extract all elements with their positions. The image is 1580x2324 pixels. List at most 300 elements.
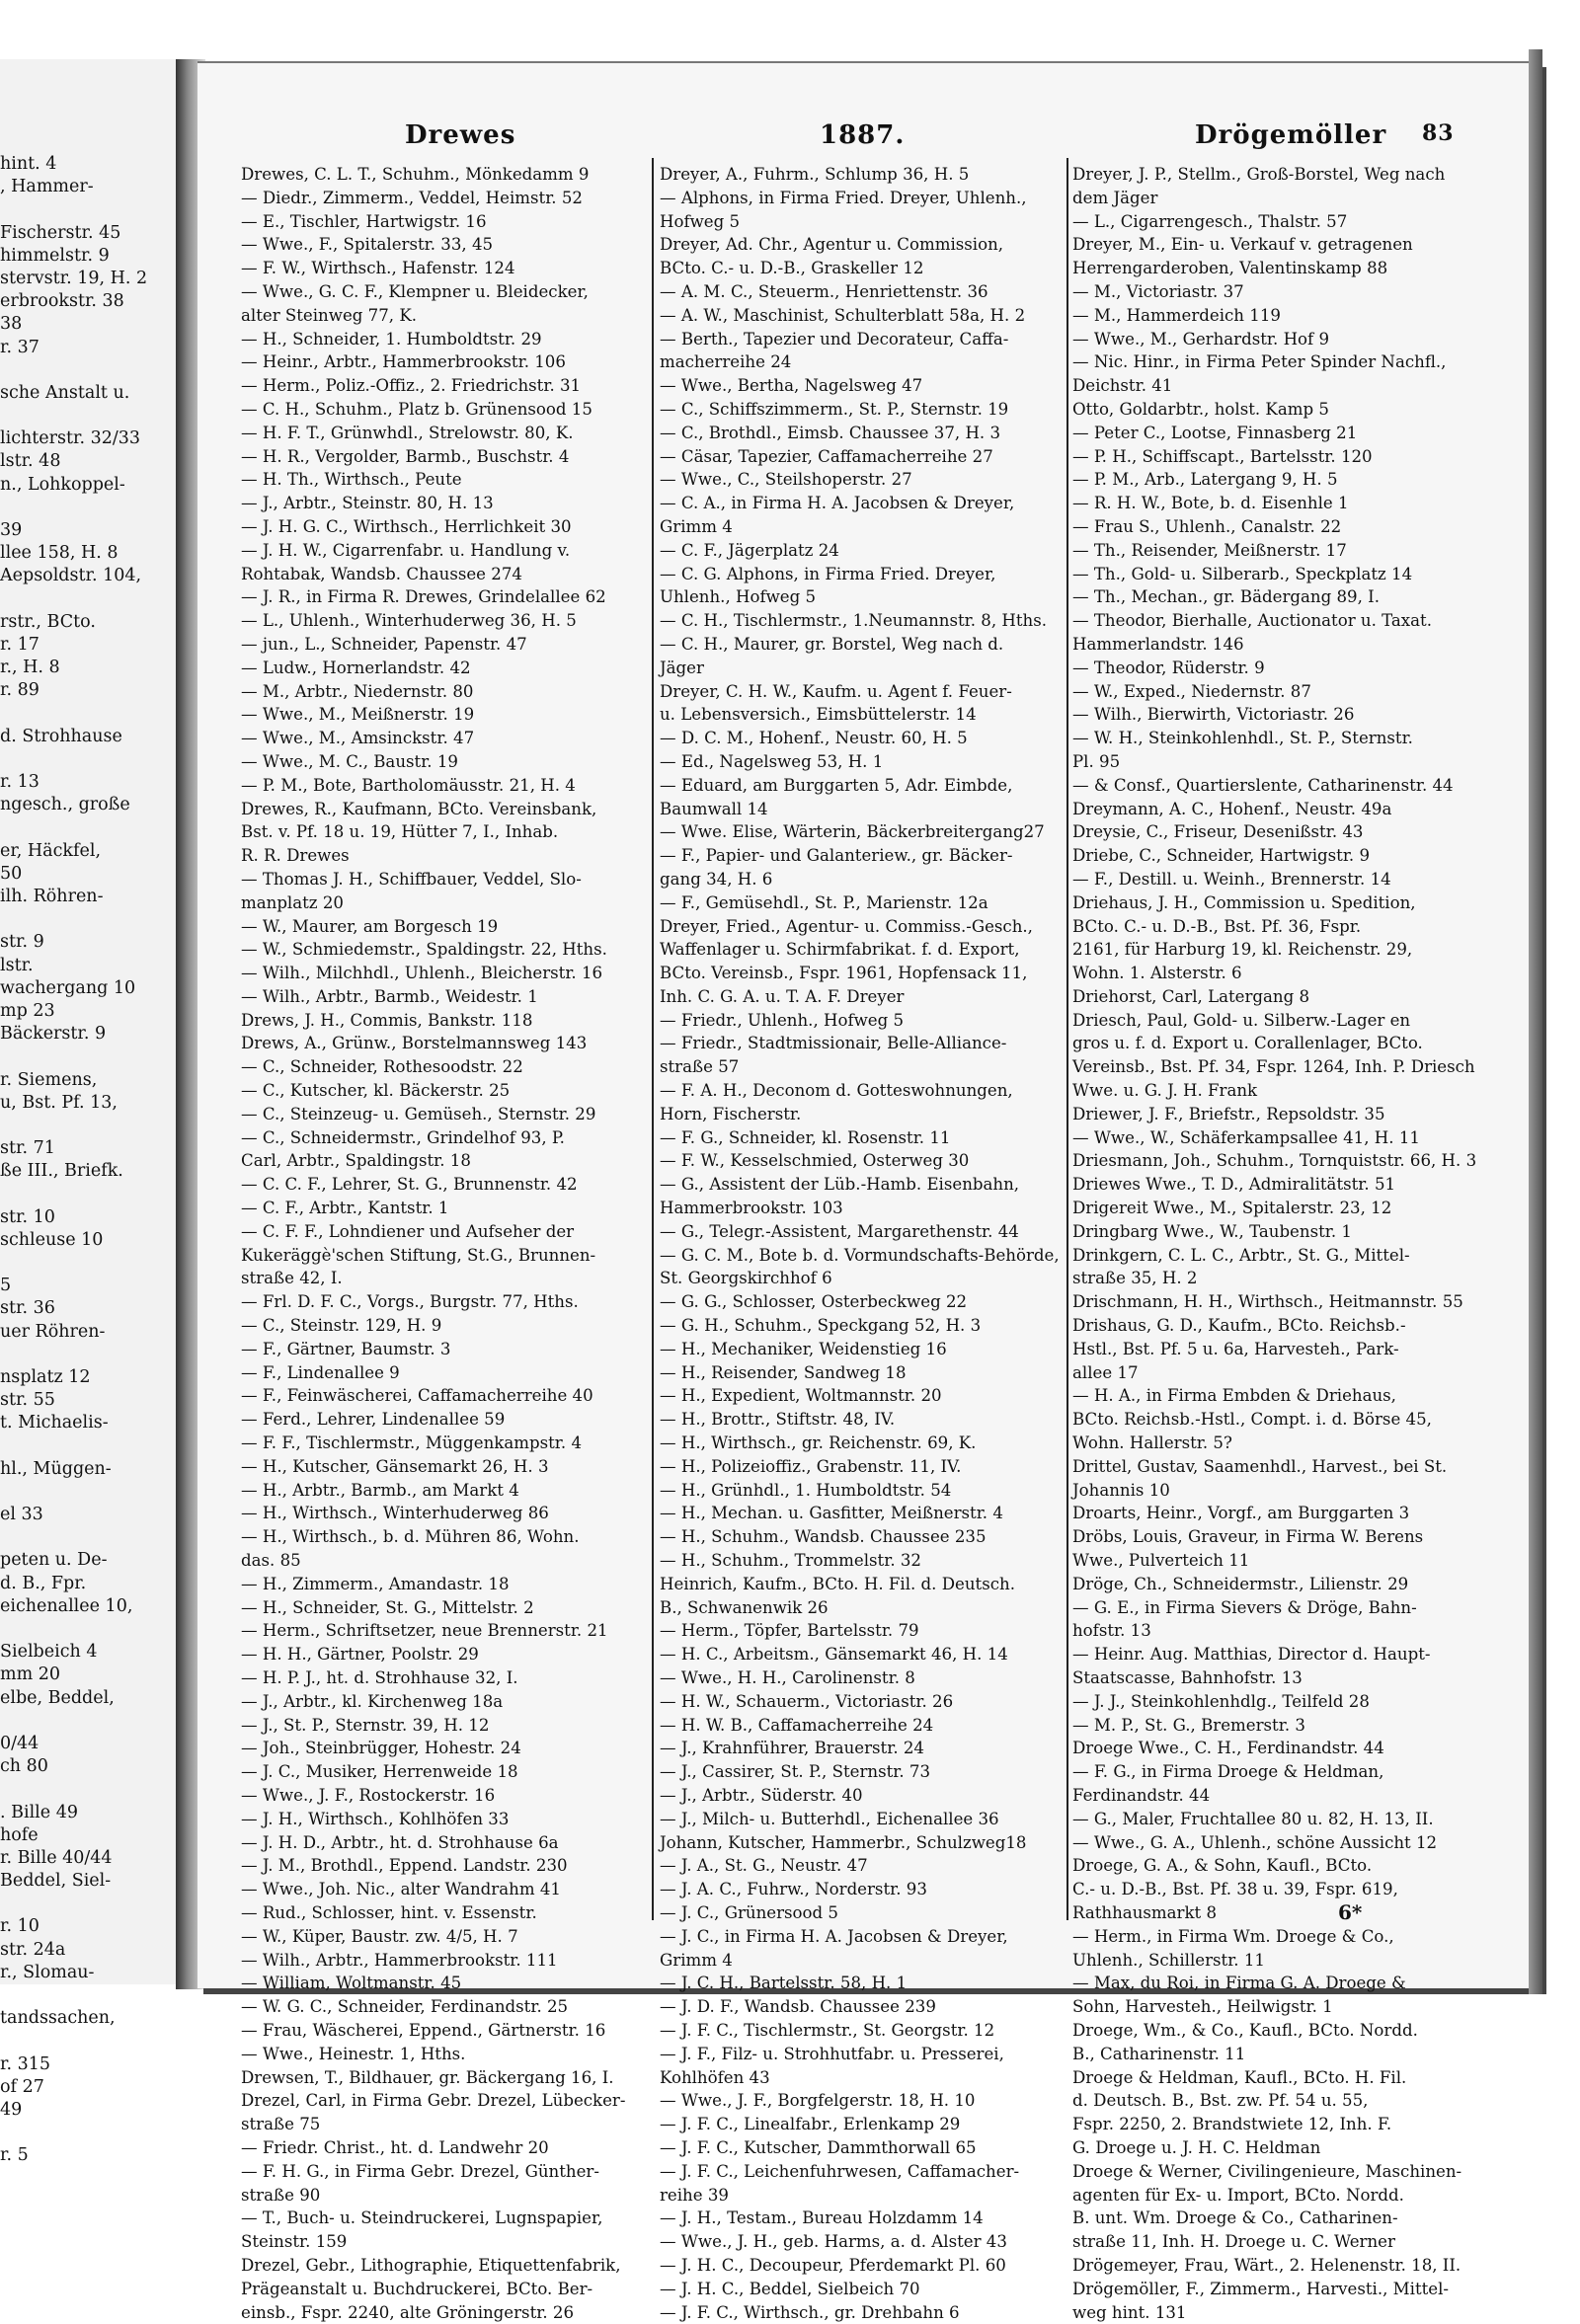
left-page-line: er, Häckfel, [0, 840, 102, 861]
left-page-line: mp 23 [0, 1000, 55, 1021]
left-page-line [0, 1183, 173, 1205]
directory-entry-line: — J. H. C., Decoupeur, Pferdemarkt Pl. 60 [660, 2255, 1006, 2275]
directory-entry-line: — H., Schneider, St. G., Mittelstr. 2 [241, 1597, 534, 1617]
directory-entry-line: straße 90 [241, 2185, 321, 2205]
directory-entry-line: Driebe, C., Schneider, Hartwigstr. 9 [1072, 846, 1371, 866]
directory-column-3 [1072, 163, 1487, 2324]
left-page-line: r., H. 8 [0, 658, 60, 678]
directory-entry-line: Johannis 10 [1072, 1480, 1170, 1500]
directory-entry-line: — Wwe., H. H., Carolinenstr. 8 [660, 1668, 915, 1687]
directory-entry-line: — Rud., Schlosser, hint. v. Essenstr. [241, 1902, 537, 1922]
running-header-left: Drewes [405, 120, 516, 150]
left-page-line [0, 588, 173, 611]
directory-entry-line: — J., Milch- u. Butterhdl., Eichenallee 36 [660, 1809, 999, 1828]
directory-entry-line: Bst. v. Pf. 18 u. 19, Hütter 7, I., Inhab. [241, 822, 559, 842]
left-page-line: 39 [0, 520, 23, 540]
directory-entry-line: — Joh., Steinbrügger, Hohestr. 24 [241, 1739, 521, 1758]
directory-entry-line: B., Schwanenwik 26 [660, 1597, 829, 1617]
directory-entry-line: — Wwe., M., Amsinckstr. 47 [241, 729, 475, 748]
directory-entry-line: — J., Krahnführer, Brauerstr. 24 [660, 1739, 924, 1758]
directory-entry-line: — M., Arbtr., Niedernstr. 80 [241, 681, 474, 701]
directory-entry-line: Drögemeyer, Frau, Wärt., 2. Helenenstr. 18, II. [1072, 2255, 1462, 2275]
left-page-line: elbe, Beddel, [0, 1687, 115, 1708]
directory-entry-line: — J. F., Filz- u. Strohhutfabr. u. Presserei, [660, 2044, 1004, 2063]
left-page-line: r. 5 [0, 2145, 29, 2166]
directory-entry-line: BCto. Reichsb.-Hstl., Compt. i. d. Börse 45, [1072, 1410, 1432, 1430]
directory-entry-line: — W., Maurer, am Borgesch 19 [241, 916, 499, 936]
directory-entry-line: — Wwe., Joh. Nic., alter Wandrahm 41 [241, 1880, 561, 1899]
directory-entry-line: — Wwe., F., Spitalerstr. 33, 45 [241, 235, 494, 255]
directory-entry-line: Horn, Fischerstr. [660, 1104, 802, 1123]
directory-entry-line: — J. M., Brothdl., Eppend. Landstr. 230 [241, 1856, 568, 1876]
left-page-text-column [0, 153, 173, 2168]
left-page-line [0, 1526, 173, 1549]
directory-entry-line: Rathhausmarkt 8 [1072, 1902, 1218, 1922]
directory-entry-line: — H., Schuhm., Trommelstr. 32 [660, 1551, 921, 1571]
directory-entry-line: Drigereit Wwe., M., Spitalerstr. 23, 12 [1072, 1199, 1392, 1218]
directory-entry-line: — Th., Mechan., gr. Bädergang 89, I. [1072, 587, 1380, 607]
directory-entry-line: Dreyer, M., Ein- u. Verkauf v. getragenen [1072, 235, 1413, 255]
directory-entry-line: Dreyer, Ad. Chr., Agentur u. Commission, [660, 235, 1004, 255]
directory-entry-line: — C. F., Jägerplatz 24 [660, 540, 839, 560]
directory-entry-line: Driesch, Paul, Gold- u. Silberw.-Lager en [1072, 1010, 1411, 1030]
directory-entry-line: Droege, Wm., & Co., Kaufl., BCto. Nordd. [1072, 2020, 1418, 2040]
directory-entry-line: — Heinr. Aug. Matthias, Director d. Haupt- [1072, 1645, 1431, 1665]
directory-entry-line: Hammerlandstr. 146 [1072, 634, 1244, 654]
directory-entry-line: — Max, du Roi, in Firma G. A. Droege & [1072, 1974, 1406, 1993]
left-page-line [0, 1481, 173, 1504]
left-page-line: erbrookstr. 38 [0, 291, 124, 312]
directory-entry-line: Drischmann, H. H., Wirthsch., Heitmannstr. 55 [1072, 1292, 1463, 1312]
directory-entry-line: Wwe., Pulverteich 11 [1072, 1551, 1250, 1571]
directory-entry-line: — F., Destill. u. Weinh., Brennerstr. 14 [1072, 869, 1391, 889]
directory-entry-line: — Wwe., M. C., Baustr. 19 [241, 751, 458, 771]
left-page-line [0, 1252, 173, 1275]
directory-entry-line: Uhlenh., Hofweg 5 [660, 587, 817, 607]
directory-entry-line: Droege, G. A., & Sohn, Kaufl., BCto. [1072, 1856, 1373, 1876]
directory-entry-line: — Wwe., W., Schäferkampsallee 41, H. 11 [1072, 1127, 1420, 1147]
directory-entry-line: — J. H. C., Beddel, Sielbeich 70 [660, 2279, 920, 2298]
directory-entry-line: G. Droege u. J. H. C. Heldman [1072, 2137, 1321, 2157]
directory-entry-line: — J. H. G. C., Wirthsch., Herrlichkeit 30 [241, 516, 572, 536]
directory-entry-line: Kohlhöfen 43 [660, 2067, 770, 2087]
directory-entry-line: — Wilh., Arbtr., Barmb., Weidestr. 1 [241, 986, 538, 1006]
directory-entry-line: — J. F. C., Tischlermstr., St. Georgstr. 12 [660, 2020, 995, 2040]
directory-entry-line: — Wwe., M., Gerhardstr. Hof 9 [1072, 329, 1330, 349]
left-page-line: ngesch., große [0, 795, 130, 815]
directory-entry-line: — R. H. W., Bote, b. d. Eisenhle 1 [1072, 494, 1349, 513]
directory-entry-line: — J., St. P., Sternstr. 39, H. 12 [241, 1715, 490, 1735]
directory-entry-line: Grimm 4 [660, 1950, 733, 1970]
left-page-line: r. 37 [0, 337, 40, 357]
directory-entry-line: Kukeräggè'schen Stiftung, St.G., Brunnen- [241, 1245, 596, 1265]
left-page-line: . Bille 49 [0, 1802, 78, 1822]
left-page-line: Sielbeich 4 [0, 1642, 98, 1663]
directory-entry-line: — Diedr., Zimmerm., Veddel, Heimstr. 52 [241, 188, 583, 207]
directory-entry-line: — G. H., Schuhm., Speckgang 52, H. 3 [660, 1316, 982, 1336]
directory-entry-line: Drews, A., Grünw., Borstelmannsweg 143 [241, 1034, 588, 1053]
left-page-line: 0/44 [0, 1733, 40, 1753]
directory-entry-line: Drezel, Carl, in Firma Gebr. Drezel, Lübecker- [241, 2091, 626, 2111]
directory-entry-line: — J. H., Wirthsch., Kohlhöfen 33 [241, 1809, 510, 1828]
directory-entry-line: R. R. Drewes [241, 846, 350, 866]
directory-entry-line: — M. P., St. G., Bremerstr. 3 [1072, 1715, 1305, 1735]
directory-entry-line: — L., Cigarrengesch., Thalstr. 57 [1072, 211, 1348, 231]
directory-entry-line: — jun., L., Schneider, Papenstr. 47 [241, 634, 527, 654]
directory-entry-line: — C. F., Arbtr., Kantstr. 1 [241, 1199, 449, 1218]
directory-entry-line: Hofweg 5 [660, 211, 741, 231]
left-page-line: hint. 4 [0, 154, 57, 174]
directory-entry-line: Dreyer, J. P., Stellm., Groß-Borstel, Weg nach [1072, 165, 1446, 184]
left-page-line: str. 55 [0, 1390, 55, 1411]
directory-entry-line: — Wilh., Bierwirth, Victoriastr. 26 [1072, 705, 1355, 725]
left-page-line [0, 703, 173, 726]
directory-entry-line: — Thomas J. H., Schiffbauer, Veddel, Slo- [241, 869, 582, 889]
directory-entry-line: gros u. f. d. Export u. Corallenlager, BCto. [1072, 1034, 1423, 1053]
directory-entry-line: — J. D. F., Wandsb. Chaussee 239 [660, 1997, 936, 2017]
directory-entry-line: — P. H., Schiffscapt., Bartelsstr. 120 [1072, 446, 1373, 466]
directory-entry-line: — W., Exped., Niedernstr. 87 [1072, 681, 1311, 701]
directory-entry-line: — H., Polizeioffiz., Grabenstr. 11, IV. [660, 1456, 962, 1476]
directory-entry-line: — C., Schneidermstr., Grindelhof 93, P. [241, 1127, 565, 1147]
left-page-line [0, 1344, 173, 1366]
directory-entry-line: — William, Woltmanstr. 45 [241, 1974, 462, 1993]
directory-entry-line: — C. A., in Firma H. A. Jacobsen & Dreyer, [660, 494, 1015, 513]
directory-entry-line: straße 75 [241, 2115, 321, 2134]
left-page-line: eichenallee 10, [0, 1595, 133, 1616]
directory-entry-line: — Peter C., Lootse, Finnasberg 21 [1072, 423, 1358, 442]
left-page-line: Beddel, Siel- [0, 1871, 112, 1892]
left-page-line: , Hammer- [0, 177, 94, 197]
left-page-line: d. B., Fpr. [0, 1573, 87, 1593]
directory-entry-line: — J. F. C., Wirthsch., gr. Drehbahn 6 [660, 2302, 960, 2322]
left-page-line: u, Bst. Pf. 13, [0, 1092, 118, 1113]
directory-entry-line: — J. J., Steinkohlenhdlg., Teilfeld 28 [1072, 1691, 1370, 1711]
directory-entry-line: — J. A. C., Fuhrw., Norderstr. 93 [660, 1880, 927, 1899]
left-page-line: str. 10 [0, 1206, 55, 1227]
left-page-line: peten u. De- [0, 1550, 108, 1571]
directory-entry-line: Droege Wwe., C. H., Ferdinandstr. 44 [1072, 1739, 1384, 1758]
left-page-line: lichterstr. 32/33 [0, 428, 141, 449]
directory-entry-line: Steinstr. 159 [241, 2232, 348, 2252]
directory-entry-line: — H., Mechaniker, Weidenstieg 16 [660, 1339, 947, 1358]
left-page-line [0, 1115, 173, 1137]
directory-entry-line: Droege & Werner, Civilingenieure, Maschinen- [1072, 2161, 1462, 2181]
left-page-line [0, 2122, 173, 2144]
directory-entry-line: — J. A., St. G., Neustr. 47 [660, 1856, 868, 1876]
left-page-line [0, 1984, 173, 2007]
directory-entry-line: — F. A. H., Deconom d. Gotteswohnungen, [660, 1081, 1013, 1101]
left-page-line: uer Röhren- [0, 1321, 106, 1342]
directory-entry-line: — W., Küper, Baustr. zw. 4/5, H. 7 [241, 1926, 518, 1946]
left-page-line: lstr. 48 [0, 451, 61, 472]
directory-entry-line: B. unt. Wm. Droege & Co., Catharinen- [1072, 2208, 1398, 2228]
directory-entry-line: Droarts, Heinr., Vorgf., am Burggarten 3 [1072, 1504, 1410, 1523]
directory-entry-line: — J. F. C., Linealfabr., Erlenkamp 29 [660, 2115, 961, 2134]
left-page-line: str. 71 [0, 1138, 55, 1159]
directory-column-2 [660, 163, 1074, 2324]
directory-entry-line: Sohn, Harvesteh., Heilwigstr. 1 [1072, 1997, 1333, 2017]
left-page-line: el 33 [0, 1505, 43, 1525]
directory-entry-line: Wohn. 1. Alsterstr. 6 [1072, 964, 1242, 983]
directory-entry-line: — J. F. C., Kutscher, Dammthorwall 65 [660, 2137, 977, 2157]
directory-entry-line: — H., Grünhdl., 1. Humboldtstr. 54 [660, 1480, 952, 1500]
directory-entry-line: Carl, Arbtr., Spaldingstr. 18 [241, 1151, 471, 1171]
directory-entry-line: reihe 39 [660, 2185, 729, 2205]
directory-entry-line: Prägeanstalt u. Buchdruckerei, BCto. Ber- [241, 2279, 593, 2298]
directory-entry-line: — Frau, Wäscherei, Eppend., Gärtnerstr. 16 [241, 2020, 606, 2040]
directory-entry-line: — Th., Gold- u. Silberarb., Speckplatz 14 [1072, 564, 1413, 583]
directory-entry-line: — Wwe., M., Meißnerstr. 19 [241, 705, 475, 725]
directory-entry-line: — J. H., Testam., Bureau Holzdamm 14 [660, 2208, 984, 2228]
left-page-line: nsplatz 12 [0, 1366, 91, 1387]
directory-entry-line: — H., Arbtr., Barmb., am Markt 4 [241, 1480, 519, 1500]
left-page-line: Fischerstr. 45 [0, 222, 121, 243]
directory-entry-line: Rohtabak, Wandsb. Chaussee 274 [241, 564, 522, 583]
directory-entry-line: — Frau S., Uhlenh., Canalstr. 22 [1072, 516, 1342, 536]
directory-entry-line: — Wwe., J. F., Borgfelgerstr. 18, H. 10 [660, 2091, 976, 2111]
left-page-line [0, 748, 173, 771]
left-page-line [0, 816, 173, 839]
directory-entry-line: — Ed., Nagelsweg 53, H. 1 [660, 751, 884, 771]
footer-signature: 6* [1338, 1900, 1363, 1924]
directory-entry-line: — Eduard, am Burggarten 5, Adr. Eimbde, [660, 775, 1013, 795]
directory-entry-line: Driehaus, J. H., Commission u. Spedition, [1072, 892, 1416, 912]
directory-entry-line: das. 85 [241, 1551, 301, 1571]
directory-entry-line: — C. H., Tischlermstr., 1.Neumannstr. 8, Hths. [660, 611, 1048, 631]
directory-entry-line: 2161, für Harburg 19, kl. Reichenstr. 29, [1072, 940, 1413, 960]
directory-entry-line: — H., Zimmerm., Amandastr. 18 [241, 1574, 510, 1593]
directory-entry-line: — C., Steinstr. 129, H. 9 [241, 1316, 442, 1336]
left-page-line: sche Anstalt u. [0, 382, 130, 403]
directory-entry-line: — H., Wirthsch., gr. Reichenstr. 69, K. [660, 1433, 977, 1453]
directory-entry-line: Dreyer, C. H. W., Kaufm. u. Agent f. Feuer- [660, 681, 1012, 701]
directory-entry-line: — H., Wirthsch., Winterhuderweg 86 [241, 1504, 549, 1523]
directory-entry-line: — F., Feinwäscherei, Caffamacherreihe 40 [241, 1386, 593, 1406]
directory-entry-line: Drishaus, G. D., Kaufm., BCto. Reichsb.- [1072, 1316, 1406, 1336]
directory-entry-line: — J. R., in Firma R. Drewes, Grindelallee 62 [241, 587, 606, 607]
directory-entry-line: Drinkgern, C. L. C., Arbtr., St. G., Mittel- [1072, 1245, 1410, 1265]
directory-entry-line: — M., Hammerdeich 119 [1072, 305, 1281, 325]
directory-entry-line: — C., Steinzeug- u. Gemüseh., Sternstr. 29 [241, 1104, 596, 1123]
directory-entry-line: — G., Assistent der Lüb.-Hamb. Eisenbahn, [660, 1175, 1020, 1195]
left-page-line: ch 80 [0, 1756, 48, 1777]
directory-entry-line: — H. H., Gärtner, Poolstr. 29 [241, 1645, 479, 1665]
directory-entry-line: BCto. C.- u. D.-B., Bst. Pf. 36, Fspr. [1072, 916, 1362, 936]
left-page-line [0, 1710, 173, 1733]
directory-entry-line: — H., Wirthsch., b. d. Mühren 86, Wohn. [241, 1527, 580, 1547]
directory-entry-line: — P. M., Arb., Latergang 9, H. 5 [1072, 470, 1338, 490]
left-page-line: lstr. [0, 955, 34, 975]
directory-entry-line: Hammerbrookstr. 103 [660, 1199, 843, 1218]
directory-entry-line: — H., Brottr., Stiftstr. 48, IV. [660, 1410, 896, 1430]
directory-entry-line: Drewes, C. L. T., Schuhm., Mönkedamm 9 [241, 165, 590, 184]
directory-entry-line: Heinrich, Kaufm., BCto. H. Fil. d. Deutsch. [660, 1574, 1015, 1593]
directory-entry-line: — Wwe., G. C. F., Klempner u. Bleidecker, [241, 281, 589, 301]
directory-entry-line: Fspr. 2250, 2. Brandstwiete 12, Inh. F. [1072, 2115, 1392, 2134]
directory-entry-line: C.- u. D.-B., Bst. Pf. 38 u. 39, Fspr. 619, [1072, 1880, 1398, 1899]
left-page-line: ße III., Briefk. [0, 1161, 123, 1182]
directory-entry-line: — C. H., Maurer, gr. Borstel, Weg nach d. [660, 634, 1004, 654]
directory-entry-line: — J., Arbtr., Steinstr. 80, H. 13 [241, 494, 494, 513]
directory-entry-line: BCto. C.- u. D.-B., Graskeller 12 [660, 259, 924, 278]
directory-entry-line: — H., Kutscher, Gänsemarkt 26, H. 3 [241, 1456, 549, 1476]
directory-entry-line: — H. A., in Firma Embden & Driehaus, [1072, 1386, 1396, 1406]
directory-entry-line: — & Consf., Quartierslente, Catharinenstr. 44 [1072, 775, 1454, 795]
directory-entry-line: — G. E., in Firma Sievers & Dröge, Bahn- [1072, 1597, 1417, 1617]
directory-entry-line: — W., Schmiedemstr., Spaldingstr. 22, Hths. [241, 940, 607, 960]
directory-entry-line: — C. F. F., Lohndiener und Aufseher der [241, 1221, 575, 1241]
left-page-line: hl., Müggen- [0, 1458, 112, 1479]
directory-entry-line: Pl. 95 [1072, 751, 1121, 771]
directory-entry-line: — C., Brothdl., Eimsb. Chaussee 37, H. 3 [660, 423, 1001, 442]
directory-entry-line: Dreyer, A., Fuhrm., Schlump 36, H. 5 [660, 165, 970, 184]
directory-entry-line: Otto, Goldarbtr., holst. Kamp 5 [1072, 399, 1329, 419]
directory-entry-line: — Herm., Schriftsetzer, neue Brennerstr. 21 [241, 1621, 608, 1641]
directory-entry-line: — Cäsar, Tapezier, Caffamacherreihe 27 [660, 446, 993, 466]
directory-entry-line: — J. C., Musiker, Herrenweide 18 [241, 1762, 518, 1782]
directory-entry-line: — Theodor, Bierhalle, Auctionator u. Taxat. [1072, 611, 1432, 631]
left-page-line [0, 1046, 173, 1068]
directory-entry-line: — D. C. M., Hohenf., Neustr. 60, H. 5 [660, 729, 968, 748]
left-page-line: ilh. Röhren- [0, 887, 104, 906]
left-page-line: 5 [0, 1276, 12, 1296]
directory-entry-line: — H. Th., Wirthsch., Peute [241, 470, 462, 490]
directory-entry-line: Staatscasse, Bahnhofstr. 13 [1072, 1668, 1303, 1687]
directory-entry-line: Driesmann, Joh., Schuhm., Tornquiststr. 66, H. 3 [1072, 1151, 1477, 1171]
directory-entry-line: u. Lebensversich., Eimsbüttelerstr. 14 [660, 705, 977, 725]
directory-entry-line: Drewsen, T., Bildhauer, gr. Bäckergang 16, I. [241, 2067, 614, 2087]
directory-entry-line: — G. G., Schlosser, Osterbeckweg 22 [660, 1292, 968, 1312]
directory-entry-line: — C. H., Schuhm., Platz b. Grünensood 15 [241, 399, 592, 419]
directory-entry-line: — Wwe., Bertha, Nagelsweg 47 [660, 376, 923, 396]
left-page-line: d. Strohhause [0, 726, 122, 746]
directory-entry-line: Drittel, Gustav, Saamenhdl., Harvest., bei St. [1072, 1456, 1448, 1476]
directory-entry-line: — H. F. T., Grünwhdl., Strelowstr. 80, K. [241, 423, 574, 442]
directory-entry-line: — F. F., Tischlermstr., Müggenkampstr. 4 [241, 1433, 583, 1453]
left-page-fragment [0, 59, 179, 2166]
directory-entry-line: Drezel, Gebr., Lithographie, Etiquettenfabrik, [241, 2255, 621, 2275]
directory-entry-line: Grimm 4 [660, 516, 733, 536]
directory-entry-line: — T., Buch- u. Steindruckerei, Lugnspapier, [241, 2208, 603, 2228]
directory-entry-line: — H. W. B., Caffamacherreihe 24 [660, 1715, 934, 1735]
left-page-line: llee 158, H. 8 [0, 543, 118, 564]
directory-entry-line: Deichstr. 41 [1072, 376, 1173, 396]
left-page-line: r., Slomau- [0, 1962, 95, 1982]
directory-entry-line: — Herm., Töpfer, Bartelsstr. 79 [660, 1621, 919, 1641]
directory-entry-line: Dreysie, C., Friseur, Desenißstr. 43 [1072, 822, 1364, 842]
directory-entry-line: Johann, Kutscher, Hammerbr., Schulzweg18 [660, 1832, 1027, 1852]
directory-entry-line: weg hint. 131 [1072, 2302, 1187, 2322]
directory-entry-line: Wohn. Hallerstr. 5? [1072, 1433, 1232, 1453]
running-header-right: Drögemöller [1195, 120, 1387, 150]
directory-entry-line: Drewes, R., Kaufmann, BCto. Vereinsbank, [241, 799, 597, 818]
directory-entry-line: — Wwe., J. H., geb. Harms, a. d. Alster 43 [660, 2232, 1007, 2252]
directory-entry-line: — F., Gemüsehdl., St. P., Marienstr. 12a [660, 892, 988, 912]
directory-entry-line: — H., Mechan. u. Gasfitter, Meißnerstr. 4 [660, 1504, 1003, 1523]
directory-entry-line: — G., Maler, Fruchtallee 80 u. 82, H. 13, II. [1072, 1809, 1434, 1828]
directory-entry-line: alter Steinweg 77, K. [241, 305, 418, 325]
directory-entry-line: Jäger [660, 658, 704, 677]
directory-entry-line: — J. F. C., Leichenfuhrwesen, Caffamacher- [660, 2161, 1020, 2181]
directory-entry-line: — Wwe. Elise, Wärterin, Bäckerbreitergang27 [660, 822, 1045, 842]
directory-entry-line: straße 11, Inh. H. Droege u. C. Werner [1072, 2232, 1395, 2252]
left-page-line [0, 1435, 173, 1458]
left-page-line: hofe [0, 1824, 39, 1845]
directory-entry-line: — Wilh., Arbtr., Hammerbrookstr. 111 [241, 1950, 558, 1970]
left-page-line: 50 [0, 863, 23, 884]
directory-entry-line: — Heinr., Arbtr., Hammerbrookstr. 106 [241, 352, 566, 372]
directory-entry-line: Hstl., Bst. Pf. 5 u. 6a, Harvesteh., Park- [1072, 1339, 1399, 1358]
directory-entry-line: Dröbs, Louis, Graveur, in Firma W. Berens [1072, 1527, 1424, 1547]
directory-entry-line: — C., Schneider, Rothesoodstr. 22 [241, 1057, 523, 1077]
left-page-line: rstr., BCto. [0, 611, 96, 632]
directory-entry-line: — J., Cassirer, St. P., Sternstr. 73 [660, 1762, 931, 1782]
page-edge-shadow [1529, 49, 1542, 1994]
left-page-line: n., Lohkoppel- [0, 474, 125, 495]
directory-entry-line: — Ferd., Lehrer, Lindenallee 59 [241, 1410, 506, 1430]
directory-entry-line: Herrengarderoben, Valentinskamp 88 [1072, 259, 1388, 278]
directory-entry-line: — H., Expedient, Woltmannstr. 20 [660, 1386, 942, 1406]
left-page-line: r. Bille 40/44 [0, 1847, 113, 1868]
left-page-line: r. 315 [0, 2053, 50, 2074]
directory-entry-line: — Berth., Tapezier und Decorateur, Caffa- [660, 329, 1009, 349]
directory-entry-line: allee 17 [1072, 1362, 1139, 1382]
running-header-year: 1887. [820, 120, 906, 150]
directory-entry-line: Ferdinandstr. 44 [1072, 1785, 1211, 1805]
left-page-line: r. 13 [0, 772, 40, 793]
directory-entry-line: — F. G., in Firma Droege & Heldman, [1072, 1762, 1384, 1782]
directory-entry-line: — H. P. J., ht. d. Strohhause 32, I. [241, 1668, 518, 1687]
directory-entry-line: — Herm., Poliz.-Offiz., 2. Friedrichstr. 31 [241, 376, 582, 396]
directory-entry-line: Dreymann, A. C., Hohenf., Neustr. 49a [1072, 799, 1392, 818]
left-page-line: r. 89 [0, 680, 40, 701]
left-page-line: Aepsoldstr. 104, [0, 566, 142, 586]
directory-column-1 [241, 163, 656, 2324]
directory-entry-line: manplatz 20 [241, 892, 344, 912]
left-page-line [0, 2030, 173, 2053]
left-page-line [0, 405, 173, 427]
directory-entry-line: — H., Schneider, 1. Humboldtstr. 29 [241, 329, 542, 349]
directory-entry-line: — W. H., Steinkohlenhdl., St. P., Sternstr. [1072, 729, 1413, 748]
directory-entry-line: — F., Papier- und Galanteriew., gr. Bäcker- [660, 846, 1013, 866]
left-page-line: stervstr. 19, H. 2 [0, 268, 148, 288]
directory-entry-line: — F. G., Schneider, kl. Rosenstr. 11 [660, 1127, 951, 1147]
directory-entry-line: agenten für Ex- u. Import, BCto. Nordd. [1072, 2185, 1404, 2205]
directory-entry-line: — W. G. C., Schneider, Ferdinandstr. 25 [241, 1997, 569, 2017]
left-page-line: str. 24a [0, 1939, 66, 1960]
directory-entry-line: — Wwe., J. F., Rostockerstr. 16 [241, 1785, 496, 1805]
directory-entry-line: hofstr. 13 [1072, 1621, 1151, 1641]
directory-entry-line: Droege & Heldman, Kaufl., BCto. H. Fil. [1072, 2067, 1407, 2087]
directory-entry-line: — J. C., in Firma H. A. Jacobsen & Dreyer, [660, 1926, 1008, 1946]
directory-entry-line: Waffenlager u. Schirmfabrikat. f. d. Export, [660, 940, 1020, 960]
left-page-line: of 27 [0, 2076, 44, 2097]
directory-entry-line: — G., Telegr.-Assistent, Margarethenstr. 44 [660, 1221, 1019, 1241]
directory-entry-line: — F. W., Wirthsch., Hafenstr. 124 [241, 259, 515, 278]
directory-entry-line: Inh. C. G. A. u. T. A. F. Dreyer [660, 986, 905, 1006]
directory-entry-line: — J. C. H., Bartelsstr. 58, H. 1 [660, 1974, 908, 1993]
directory-entry-line: — Alphons, in Firma Fried. Dreyer, Uhlenh., [660, 188, 1027, 207]
directory-entry-line: — Friedr. Christ., ht. d. Landwehr 20 [241, 2137, 549, 2157]
directory-entry-line: B., Catharinenstr. 11 [1072, 2044, 1246, 2063]
left-page-line [0, 198, 173, 221]
directory-entry-line: — Frl. D. F. C., Vorgs., Burgstr. 77, Hths. [241, 1292, 579, 1312]
left-page-line: 49 [0, 2099, 23, 2120]
directory-entry-line: — F. H. G., in Firma Gebr. Drezel, Günther- [241, 2161, 599, 2181]
directory-entry-line: — P. M., Bote, Bartholomäusstr. 21, H. 4 [241, 775, 576, 795]
directory-entry-line: — A. M. C., Steuerm., Henriettenstr. 36 [660, 281, 988, 301]
